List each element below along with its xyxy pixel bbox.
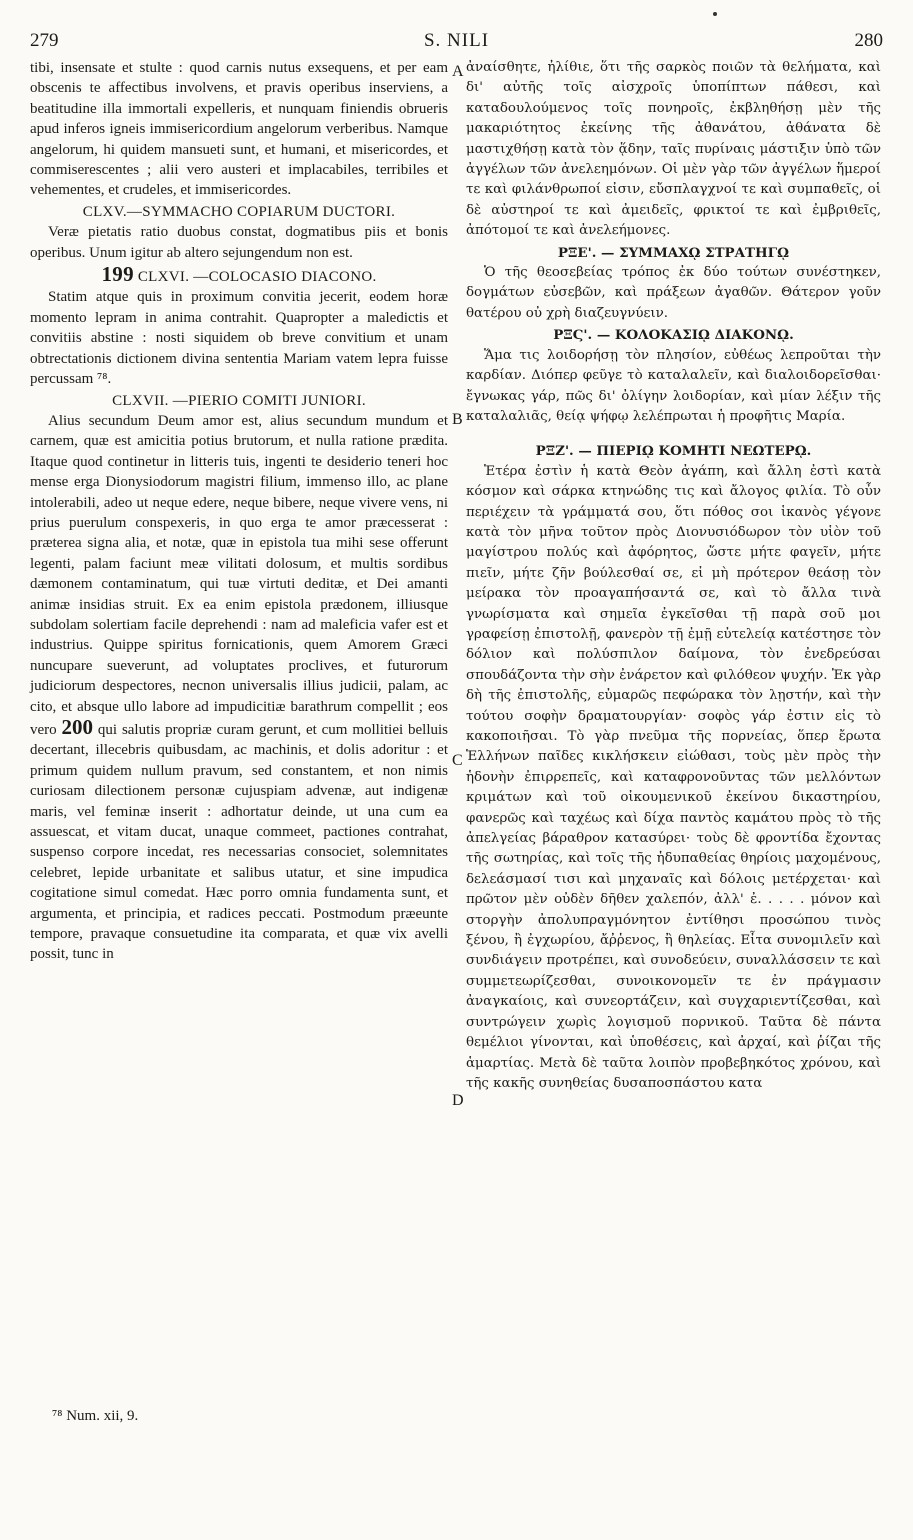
- greek-heading-167: ΡΞΖ'. — ΠΙΕΡΙῼ ΚΟΜΗΤΙ ΝΕΩΤΕΡῼ.: [535, 443, 812, 460]
- latin-text-167b: qui salutis propriæ curam gerunt, et cum mollitiei belluis decertant, illecebris quibusdam, ac machinis, et dolis adoritur : et primum quidem nullum pravum, sed constantem, et non nimis curiosam dilectionem personæ cujuspiam advenæ, aut indigenæ maris, vel feminæ inserit : adhortatur deinde, ut una cum ea assuescat, et vitam ducat, unaque commeet, pactiones contrahat, suspenso corpore incedat, res necessarias consociet, solemnitates celebret, lepide urbanitate et salibus utatur, et sine impudica cogitatione simul comedat. Hæc porro omnia fundamenta sunt, et argumenta, et principia, et radices peccati. Postmodum præeunte tempore, pravaque consuetudine ita comparata, et quæ vix avelli possit, tunc in: [30, 722, 449, 963]
- greek-intro-text: ἀναίσθητε, ἠλίθιε, ὅτι τῆς σαρκὸς ποιῶν τὰ θελήματα, καὶ δι' αὐτῆς τοῖς αἰσχροῖς ὑποπίπτων πάθεσι, καὶ καταδουλούμενος τοῖς πονηροῖς, ἐκβληθήσῃ μὲν τῆς μακαριότητος ἐκείνης τῆς ἀθανάτου, ἀθάνατα δὲ μαστιχθήσῃ κατὰ τὸν ᾅδην, ταῖς πυρίναις μάστιξιν ὑπὸ τῶν ἀγγέλων τῶν ἀνελεημόνων. Οἱ μὲν γὰρ τῶν ἀγγέλων ἥμεροί τε καὶ φιλάνθρωποί εἰσιν, εὔσπλαγχνοί τε καὶ συμπαθεῖς, οἱ δὲ αὐστηροί τε καὶ ἀμειδεῖς, φρικτοί τε καὶ ἐμβριθεῖς, ἀπότομοί τε καὶ ἀνελεήμονες.: [466, 60, 881, 239]
- greek-text-165: Ὁ τῆς θεοσεβείας τρόπος ἐκ δύο τούτων συνέστηκεν, δογμάτων εὐσεβῶν, καὶ πράξεων ἀγαθῶν. Θάτερον γοῦν θατέρου οὐ χρὴ διαζευγνύειν.: [466, 265, 881, 321]
- running-title: S. NILI: [423, 30, 490, 51]
- page-header: [30, 30, 883, 56]
- latin-letter-165: [30, 222, 448, 263]
- greek-heading-165: ΡΞΕ'. — ΣΥΜΜΑΧῼ ΣΤΡΑΤΗΓῼ: [557, 244, 790, 261]
- latin-heading-166: CLXVI. —COLOCASIO DIACONO.: [137, 269, 377, 286]
- latin-text-166: Statim atque quis in proximum convitia jecerit, eodem horæ momento lepram in anima contrahit. Quapropter a maledictis et convitiis abstine : nosti siquidem ob breve convitium et unam obtrectationis dictionem divina sententia Mariam vatem lepra fuisse percussam ⁷⁸.: [30, 289, 448, 388]
- latin-letter-167: [30, 411, 448, 965]
- latin-intro-block: [30, 58, 448, 201]
- ink-dot: [713, 12, 717, 16]
- greek-intro-block: [466, 58, 881, 242]
- greek-column: [466, 58, 881, 1094]
- latin-letter-166: [30, 287, 448, 389]
- greek-letter-165: [466, 263, 881, 324]
- latin-heading-166-wrap: [30, 264, 448, 287]
- margin-letter-d: D: [452, 1092, 464, 1109]
- column-number-199: 199: [101, 262, 134, 287]
- greek-letter-167: [466, 462, 881, 1095]
- margin-letter-b: B: [452, 411, 463, 428]
- greek-text-167: Ἑτέρα ἐστὶν ἡ κατὰ Θεὸν ἀγάπη, καὶ ἄλλη ἐστὶ κατὰ κόσμον καὶ σάρκα κτηνώδης τις καὶ ἄλογος φιλία. Τὸ οὖν περιέχειν τὰ γράμματά σου, ὅτι πόθος σοι ἱκανὸς γέγονε κατὰ τὸν μῆνα τοῦτον πρὸς Διονυσιόδωρον τὸν υἱὸν τοῦ μαγίστρου πολύς καὶ ἀφόρητος, ὥστε μήτε φαγεῖν, μήτε πιεῖν, μήτε ζῆν βούλεσθαί σε, εἰ μὴ πρότερον θεάσῃ τὸν μείρακα τὸν προαγαπήσαντά σε, καὶ τὸ ἄλλα τινὰ γνωρίσματα καὶ σημεῖα ἐγκεῖσθαι τῇ παρὰ σοῦ μοι γραφείσῃ ἐπιστολῇ, φανερὸν τῇ ἐμῇ εὐτελείᾳ κατέστησε τὸν δόλιον καὶ πολύσπιλον δαίμονα, τὸν ἐνεδρεύσαι σπουδάζοντα τὴν σὴν ἐνάρετον καὶ φιλόθεον ψυχήν. Ἐκ γὰρ δὴ τῆς ἐπιστολῆς, εὐμαρῶς πεφώρακα τὸν λῃστήν, καὶ τὴν τούτου σοφὴν δραματουργίαν· σοφὸς γάρ ἐστιν εἰς τὸ κακοποιῆσαι. Τὸ γὰρ πνεῦμα τῆς πορνείας, ὅπερ ἔρωτα Ἑλλήνων παῖδες κικλήσκειν εἰώθασι, τοὺς μὲν πρὸς τὴν ἡδονὴν ἐπιρρεπεῖς, καὶ καταφρονοῦντας τῶν μελλόντων κριμάτων καὶ τοῦ οἰκουμενικοῦ ἐκείνου δικαστηρίου, φανερῶς καὶ ταχέως καὶ δίχα παντὸς καμάτου πρὸς τὸ τῆς ἀπελγείας βάραθρον κατασύρει· τοὺς δὲ φροντίδα ἔχοντας τῆς σωτηρίας, καὶ τοῖς τῆς ἡδυπαθείας θηρίοις μαχομένους, δελεάσμασί τισι καὶ μηχαναῖς καὶ δόλοις μετέρχεται· καὶ πρῶτον μὲν οὐδὲν δῆθεν χαλεπόν, ἀλλ' ἐ. . . . . μόνον καὶ στοργὴν ἀπολυπραγμόνητον ἐντίθησι προσώπου τινὸς ξένου, ἢ ἐγχωρίου, ἄῤῥενος, ἢ θηλείας. Εἶτα συνομιλεῖν καὶ συνδιάγειν προτρέπει, καὶ συνοδεύειν, συναλλάσσειν τε καὶ συμμετεωρίζεσθαι, συνοικονομεῖν τε ἐν πράγμασιν ἀναγκαίοις, καὶ συνεορτάζειν, καὶ συγχαριεντίζεσθαι, καὶ συντρώγειν χωρὶς λογισμοῦ πορνικοῦ. Ταῦτα δὲ πάντα θεμέλιοι γίνονται, καὶ ὑποθέσεις, καὶ ἀρχαί, καὶ ῥίζαι τῆς ἁμαρτίας. Μετὰ δὲ ταῦτα λοιπὸν προβεβηκότος χρόνου, καὶ τῆς κακῆς συνηθείας δυσαποσπάστου κατα: [466, 463, 881, 1091]
- latin-heading-165: CLXV.—SYMMACHO COPIARUM DUCTORI.: [82, 203, 396, 220]
- greek-heading-166: ΡΞϚ'. — ΚΟΛΟΚΑΣΙῼ ΔΙΑΚΟΝῼ.: [553, 327, 794, 344]
- latin-intro-text: tibi, insensate et stulte : quod carnis nutus exsequens, et per eam obscenis te affectibus involvens, et pravis operibus inserviens, a beatitudine illa immortali expelleris, et nunquam finiendis obrueris apud inferos igneis immisericordium angelorum verberibus. Namque angelorum, hi quidem mansueti sunt, et humani, et misericordes, et commiserescentes ; alii vero austeri et implacabiles, terribiles et vehementes, et crudeles, et immisericordes.: [30, 60, 448, 199]
- margin-letter-c: C: [452, 752, 463, 769]
- greek-letter-166: [466, 346, 881, 428]
- latin-column: [30, 58, 448, 965]
- latin-heading-167: CLXVII. —PIERIO COMITI JUNIORI.: [112, 392, 366, 409]
- right-page-number: 280: [854, 30, 883, 51]
- latin-text-165: Veræ pietatis ratio duobus constat, dogmatibus piis et bonis operibus. Unum igitur ab altero sejungendum non est.: [30, 224, 448, 261]
- column-number-200: 200: [61, 715, 94, 739]
- latin-text-167a: Alius secundum Deum amor est, alius secundum mundum et carnem, quæ est amicitia potius brutorum, et nulla ratione prædita. Itaque quod continetur in litteris tuis, ingenti te desiderio teneri hoc mense erga Dionysiodorum magistri filium, immenso illo, ac plane intolerabili, adeo ut neque edere, neque bibere, neque vivere vens, ni prius puerulum conspexeris, in quo erga te amor præcesserat : præterea signa alia, et notæ, quæ in epistola tua mihi sese offerunt legenti, palam faciunt meæ vilitati dolosum, et multis sordibus dæmonem contaminatum, qui tuæ virtuti deditæ, et Dei amanti animæ insidias struit. Ex ea enim epistola prædonem, illiusque subdolam solertiam facile deprehendi : nam ad maleficia vafer est et industrius. Quippe spiritus fornicationis, quem Amorem Græci nuncupare sueverunt, ad voluptates proclives, et futurorum judiciorum despectores, necnon universalis illius judicii, palam, ac cito, et absque ullo labore ad impudicitiæ barathrum compellit ; eos vero: [30, 412, 448, 738]
- greek-text-166: Ἅμα τις λοιδορήσῃ τὸν πλησίον, εὐθέως λεπροῦται τὴν καρδίαν. Διόπερ φεῦγε τὸ καταλαλεῖν, καὶ διαλοιδορεῖσθαι· ἔγνωκας γάρ, πῶς δι' ὀλίγην λοιδορίαν, καὶ μίαν λέξιν τῆς καταλαλιᾶς, θείᾳ ψήφῳ λελέπρωται ἡ προφῆτις Μαρία.: [466, 347, 881, 424]
- footnote: ⁷⁸ Num. xii, 9.: [52, 1408, 139, 1424]
- left-page-number: 279: [30, 30, 59, 51]
- margin-letter-a: A: [452, 63, 464, 80]
- latin-text-167: [30, 411, 448, 965]
